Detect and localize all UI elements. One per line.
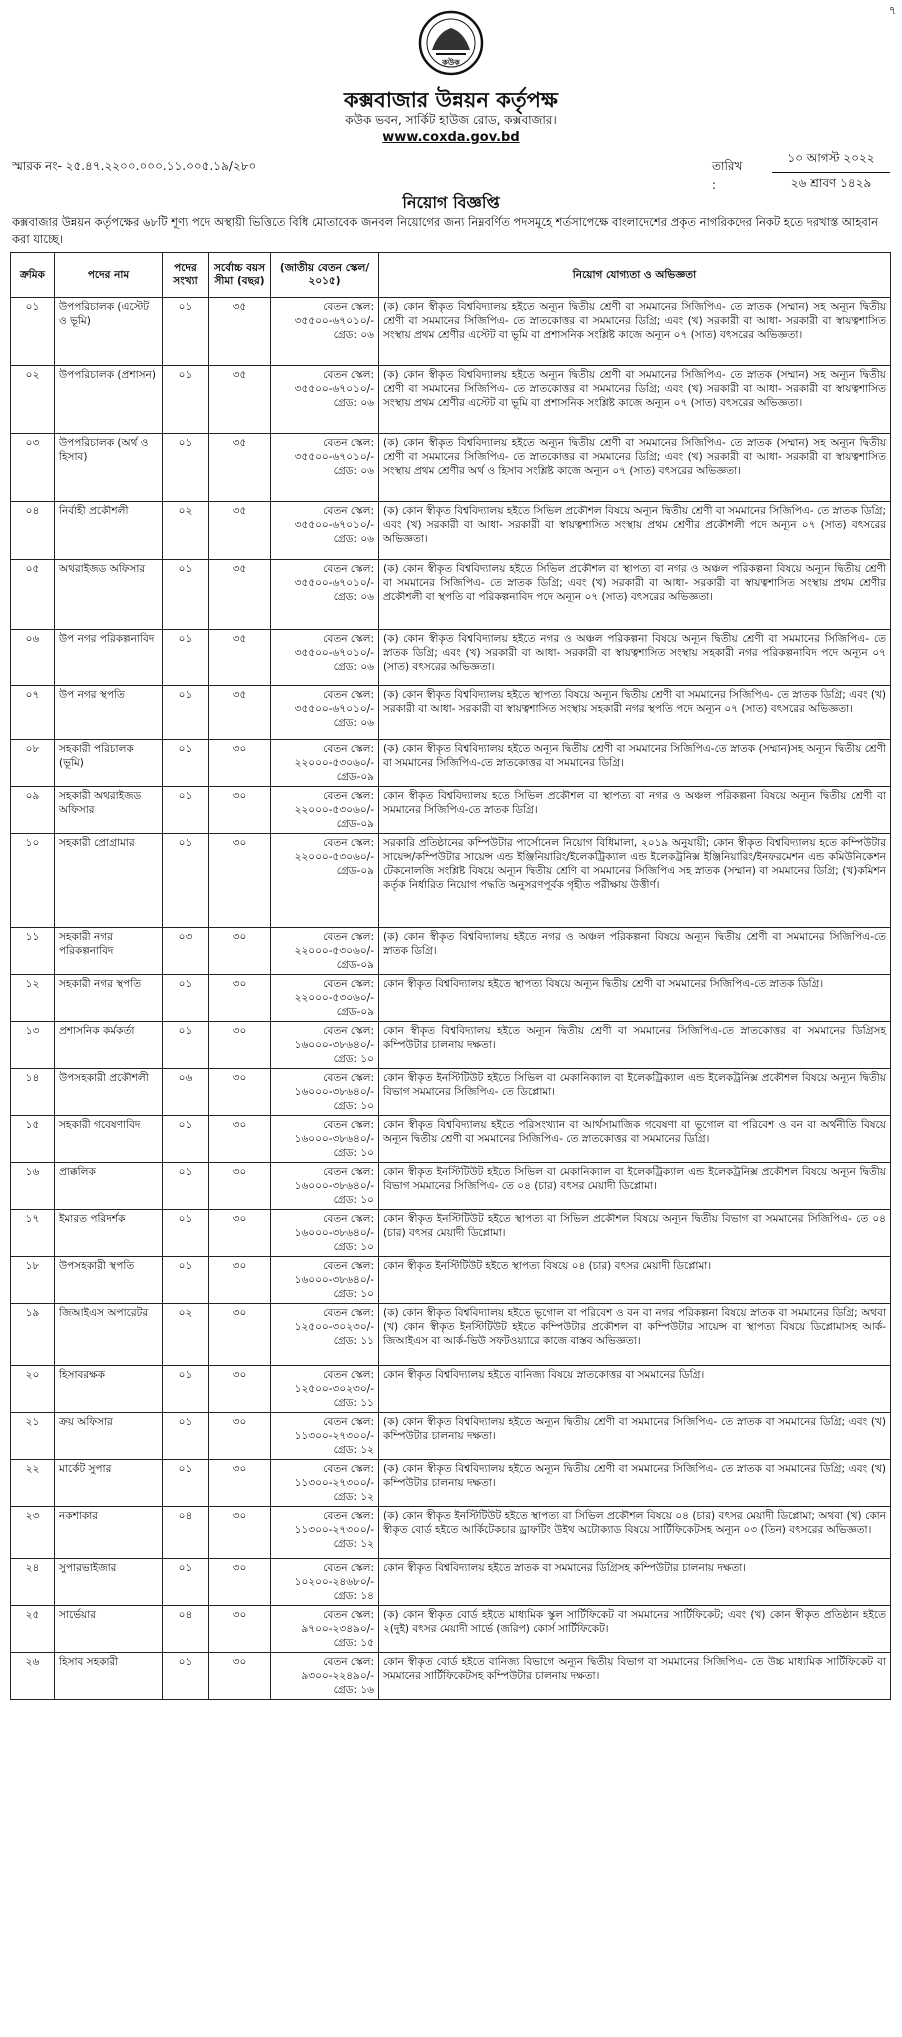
post-count-cell: ০১ <box>163 1163 209 1210</box>
pay-scale-scale2: ২২০০০-৫৩০৬০/- <box>294 804 374 816</box>
pay-scale-scale2: ১২৫০০-৩০২৩০/- <box>294 1321 374 1333</box>
table-row <box>11 1366 891 1413</box>
pay-scale-scale: বেতন স্কেল: <box>323 1025 374 1037</box>
table-row <box>11 1116 891 1163</box>
pay-scale-grade: গ্রেড: ১২ <box>333 1538 374 1550</box>
post-name-cell: সহকারী প্রোগ্রামার <box>55 834 163 928</box>
serial-cell: ১৮ <box>11 1257 55 1304</box>
vacancy-table <box>10 252 891 1700</box>
notice-intro: কক্সবাজার উন্নয়ন কর্তৃপক্ষের ৬৮টি শূণ্য পদে অস্থায়ী ভিত্তিতে বিধি মোতাবেক জনবল নিয়োগের জন্য নিম্নবর্ণিত পদসমূহে শর্তসাপেক্ষে বাংলাদেশের প্রকৃত নাগরিকদের নিকট হতে দরখাস্ত আহবান করা যাচ্ছে। <box>12 215 878 246</box>
qualification-cell: (ক) কোন স্বীকৃত বিশ্ববিদ্যালয় হইতে অন্যূন দ্বিতীয় শ্রেণী বা সমমানের সিজিপিএ- তে স্নাতক (সম্মান) সহ অন্যূন দ্বিতীয় শ্রেণী বা সমমানের সিজিপিএ- তে স্নাতকোত্তর বা সমমানের ডিগ্রি; এবং (খ) সরকারী বা আধা- সরকারী বা স্বায়ত্বশাসিত সংস্থায় প্রথম শ্রেণীর অর্থ ও হিসাব সংশ্লিষ্ট কাজে অন্যূন ০৭ (সাত) বৎসরের অভিজ্ঞতা। <box>379 434 891 502</box>
date-bangla: ২৬ শ্রাবণ ১৪২৯ <box>790 176 872 190</box>
pay-scale-cell <box>271 686 379 740</box>
pay-scale-grade: গ্রেড: ১৫ <box>333 1637 374 1649</box>
serial-cell: ১১ <box>11 928 55 975</box>
table-row <box>11 1559 891 1606</box>
pay-scale-scale: বেতন স্কেল: <box>323 1119 374 1131</box>
pay-scale-scale2: ২২০০০-৫৩০৬০/- <box>294 851 374 863</box>
table-row <box>11 975 891 1022</box>
pay-scale-cell <box>271 1163 379 1210</box>
post-name-cell: উপসহকারী স্থপতি <box>55 1257 163 1304</box>
header-serial: ক্রমিক <box>11 253 55 298</box>
table-row <box>11 686 891 740</box>
serial-cell: ২৫ <box>11 1606 55 1653</box>
post-name-cell: উপপরিচালক (অর্থ ও হিসাব) <box>55 434 163 502</box>
pay-scale-grade: গ্রেড: ১৪ <box>333 1590 374 1602</box>
qualification-cell: (ক) কোন স্বীকৃত বিশ্ববিদ্যালয় হইতে সিভিল প্রকৌশল বিষয়ে অন্যূন দ্বিতীয় শ্রেণী বা সমমানের সিজিপিএ- তে স্নাতক ডিগ্রি; এবং (খ) সরকারী বা আধা- সরকারী বা স্বায়ত্বশাসিত সংস্থায় প্রথম শ্রেণীর প্রকৌশলী পদে অন্যূন ০৭ (সাত) বৎসরের অভিজ্ঞতা। <box>379 502 891 560</box>
table-header-row <box>11 253 891 298</box>
pay-scale-cell <box>271 1022 379 1069</box>
max-age-cell: ৩০ <box>209 1653 271 1700</box>
post-count-cell: ০১ <box>163 1366 209 1413</box>
pay-scale-cell <box>271 975 379 1022</box>
pay-scale-scale2: ১১৩০০-২৭৩০০/- <box>294 1430 374 1442</box>
qualification-cell: কোন স্বীকৃত বোর্ড হইতে বানিজ্য বিভাগে অন্যূন দ্বিতীয় বিভাগ বা সমমানের সিজিপিএ- তে উচ্চ মাধ্যমিক সার্টিফিকেট বা সমমানের সার্টিফিকেটসহ কম্পিউটার চালনায় দক্ষতা। <box>379 1653 891 1700</box>
date-label: তারিখ : <box>712 159 743 192</box>
pay-scale-cell <box>271 1507 379 1559</box>
post-count-cell: ০৩ <box>163 928 209 975</box>
post-name-cell: সার্ভেয়ার <box>55 1606 163 1653</box>
serial-cell: ১৬ <box>11 1163 55 1210</box>
pay-scale-scale: বেতন স্কেল: <box>323 1213 374 1225</box>
max-age-cell: ৩০ <box>209 1304 271 1366</box>
pay-scale-scale2: ৩৫৫০০-৬৭০১০/- <box>294 315 374 327</box>
max-age-cell: ৩০ <box>209 1069 271 1116</box>
post-name-cell: প্রশাসনিক কর্মকর্তা <box>55 1022 163 1069</box>
serial-cell: ০২ <box>11 366 55 434</box>
pay-scale-scale2: ৯৭০০-২৩৪৯০/- <box>301 1623 374 1635</box>
table-row <box>11 1606 891 1653</box>
pay-scale-scale: বেতন স্কেল: <box>323 369 374 381</box>
pay-scale-cell <box>271 298 379 366</box>
serial-cell: ০৮ <box>11 740 55 787</box>
qualification-cell: কোন স্বীকৃত ইনস্টিটিউট হইতে সিভিল বা মেকানিক্যাল বা ইলেকট্রিক্যাল এন্ড ইলেকট্রনিক্স প্রকৌশল বিষয়ে অন্যূন দ্বিতীয় বিভাগ সমমানের সিজিপিএ- তে ০৪ (চার) বৎসর মেয়াদী ডিপ্লোমা। <box>379 1163 891 1210</box>
pay-scale-grade: গ্রেড: ০৬ <box>333 465 374 477</box>
post-name-cell: সহকারী অথরাইজড অফিসার <box>55 787 163 834</box>
serial-cell: ১৫ <box>11 1116 55 1163</box>
post-name-cell: অথরাইজড অফিসার <box>55 560 163 630</box>
max-age-cell: ৩০ <box>209 1366 271 1413</box>
max-age-cell: ৩৫ <box>209 630 271 686</box>
max-age-cell: ৩০ <box>209 834 271 928</box>
pay-scale-scale2: ১৬০০০-৩৮৬৪০/- <box>294 1274 374 1286</box>
header-max-age: সর্বোচ্চ বয়স সীমা (বছর) <box>209 253 271 298</box>
post-name-cell: সহকারী নগর পরিকল্পনাবিদ <box>55 928 163 975</box>
max-age-cell: ৩০ <box>209 1163 271 1210</box>
serial-cell: ০১ <box>11 298 55 366</box>
max-age-cell: ৩০ <box>209 1257 271 1304</box>
post-count-cell: ০১ <box>163 630 209 686</box>
page-mark: ৭ <box>888 4 896 17</box>
pay-scale-grade: গ্রেড-০৯ <box>336 771 374 783</box>
post-count-cell: ০১ <box>163 686 209 740</box>
qualification-cell: (ক) কোন স্বীকৃত ইনস্টিটিউট হইতে স্থাপত্য বা সিভিল প্রকৌশল বিষয়ে ০৪ (চার) বৎসর মেয়াদী ডিপ্লোমা; অথবা (খ) কোন স্বীকৃত বোর্ড হইতে আর্কিটেকচার ড্রাফটিং উইথ অটোক্যাড বিষয়ে সার্টিফিকেটসহ অন্যূন ০৩ (তিন) বৎসরের অভিজ্ঞতা। <box>379 1507 891 1559</box>
max-age-cell: ৩০ <box>209 975 271 1022</box>
table-row <box>11 630 891 686</box>
pay-scale-grade: গ্রেড: ১০ <box>333 1194 374 1206</box>
qualification-cell: (ক) কোন স্বীকৃত বিশ্ববিদ্যালয় হইতে ভূগোল বা পরিবেশ ও বন বা নগর পরিকল্পনা বিষয়ে স্নাতক বা সমমানের ডিগ্রি; অথবা (খ) কোন স্বীকৃত ইনস্টিটিউট হইতে কম্পিউটার প্রকৌশল বা কম্পিউটার সায়েন্স বা স্থাপত্য বিষয়ে ডিপ্লোমাসহ আর্ক- জিআইএস বা আর্ক-ভিউ সফটওয়্যারে কাজে বাস্তব অভিজ্ঞতা। <box>379 1304 891 1366</box>
vacancy-table-body <box>11 298 891 1700</box>
header-qualification: নিয়োগ যোগ্যতা ও অভিজ্ঞতা <box>379 253 891 298</box>
pay-scale-scale2: ১৬০০০-৩৮৬৪০/- <box>294 1133 374 1145</box>
pay-scale-cell <box>271 1304 379 1366</box>
organization-address: কউক ভবন, সার্কিট হাউজ রোড, কক্সবাজার। <box>345 113 557 127</box>
post-count-cell: ০১ <box>163 434 209 502</box>
pay-scale-scale: বেতন স্কেল: <box>323 1609 374 1621</box>
post-count-cell: ০১ <box>163 1022 209 1069</box>
pay-scale-scale: বেতন স্কেল: <box>323 1072 374 1084</box>
pay-scale-scale: বেতন স্কেল: <box>323 1463 374 1475</box>
max-age-cell: ৩০ <box>209 1116 271 1163</box>
qualification-cell: (ক) কোন স্বীকৃত বিশ্ববিদ্যালয় হইতে অন্যূন দ্বিতীয় শ্রেণী বা সমমানের সিজিপিএ- তে স্নাতক বা সমমানের ডিগ্রি; এবং (খ) কম্পিউটার চালনায় দক্ষতা। <box>379 1413 891 1460</box>
serial-cell: ০৬ <box>11 630 55 686</box>
table-row <box>11 787 891 834</box>
serial-cell: ২৪ <box>11 1559 55 1606</box>
pay-scale-scale: বেতন স্কেল: <box>323 301 374 313</box>
pay-scale-grade: গ্রেড: ০৬ <box>333 397 374 409</box>
pay-scale-cell <box>271 928 379 975</box>
header-pay-scale: (জাতীয় বেতন স্কেল/২০১৫) <box>271 253 379 298</box>
logo-text: কউক <box>442 58 460 67</box>
pay-scale-cell <box>271 366 379 434</box>
post-count-cell: ০৬ <box>163 1069 209 1116</box>
pay-scale-grade: গ্রেড: ১০ <box>333 1100 374 1112</box>
qualification-cell: কোন স্বীকৃত বিশ্ববিদ্যালয় হইতে অন্যূন দ্বিতীয় শ্রেণী বা সমমানের সিজিপিএ-তে স্নাতকোত্তর বা সমমানের ডিগ্রিসহ কম্পিউটার চালনায় দক্ষতা। <box>379 1022 891 1069</box>
header-post-count: পদের সংখ্যা <box>163 253 209 298</box>
pay-scale-grade: গ্রেড: ০৬ <box>333 661 374 673</box>
max-age-cell: ৩০ <box>209 1559 271 1606</box>
pay-scale-cell <box>271 834 379 928</box>
max-age-cell: ৩৫ <box>209 434 271 502</box>
pay-scale-cell <box>271 1606 379 1653</box>
pay-scale-grade: গ্রেড: ০৬ <box>333 533 374 545</box>
post-count-cell: ০৪ <box>163 1507 209 1559</box>
qualification-cell: সরকারি প্রতিষ্ঠানের কম্পিউটার পার্সোনেল নিয়োগ বিধিমালা, ২০১৯ অনুযায়ী; কোন স্বীকৃত বিশ্ববিদ্যালয় হতে কম্পিউটার সায়েন্স/কম্পিউটার সায়েন্স এন্ড ইঞ্জিনিয়ারিং/ইলেকট্রিক্যাল এন্ড ইলেকট্রনিক্স ইঞ্জিনিয়ারিং/ইনফরমেশন এন্ড কমিউনিকেশন টেকনোলজি সংশ্লিষ্ট বিষয়ে অন্যূন দ্বিতীয় শ্রেণি বা সমমানের সিজিপিএ সহ স্নাতক (সম্মান) বা সমমানের ডিগ্রি; (খ)কমিশন কর্তৃক নির্ধারিত নিয়োগ পদ্ধতি অনুসরণপূর্বক গৃহীত পরীক্ষায় উত্তীর্ণ। <box>379 834 891 928</box>
pay-scale-grade: গ্রেড: ১১ <box>333 1397 374 1409</box>
serial-cell: ২৩ <box>11 1507 55 1559</box>
pay-scale-grade: গ্রেড-০৯ <box>336 959 374 971</box>
memo-number: স্মারক নং- ২৫.৪৭.২২০০.০০০.১১.০০৫.১৯/২৮০ <box>12 159 257 173</box>
qualification-cell: (ক) কোন স্বীকৃত বিশ্ববিদ্যালয় হইতে অন্যূন দ্বিতীয় শ্রেণী বা সমমানের সিজিপিএ- তে স্নাতক (সম্মান) সহ অন্যূন দ্বিতীয় শ্রেণী বা সমমানের সিজিপিএ- তে স্নাতকোত্তর বা সমমানের ডিগ্রি; এবং (খ) সরকারী বা আধা- সরকারী বা স্বায়ত্বশাসিত সংস্থায় প্রথম শ্রেণীর এস্টেট বা ভূমি বা প্রশাসনিক সংশ্লিষ্ট কাজে অন্যূন ০৭ (সাত) বৎসরের অভিজ্ঞতা। <box>379 298 891 366</box>
post-name-cell: সহকারী পরিচালক (ভূমি) <box>55 740 163 787</box>
pay-scale-cell <box>271 1069 379 1116</box>
pay-scale-grade: গ্রেড: ১৬ <box>333 1684 374 1696</box>
qualification-cell: কোন স্বীকৃত ইনস্টিটিউট হইতে স্থাপত্য বা সিভিল প্রকৌশল বিষয়ে অন্যূন দ্বিতীয় বিভাগ বা সমমানের সিজিপিএ- তে ০৪ (চার) বৎসর মেয়াদী ডিপ্লোমা। <box>379 1210 891 1257</box>
qualification-cell: কোন স্বীকৃত বিশ্ববিদ্যালয় হইতে স্থাপত্য বিষয়ে অন্যূন দ্বিতীয় শ্রেণী বা সমমানের সিজিপিএ-তে স্নাতক ডিগ্রি। <box>379 975 891 1022</box>
max-age-cell: ৩০ <box>209 740 271 787</box>
organization-name: কক্সবাজার উন্নয়ন কর্তৃপক্ষ <box>344 88 558 112</box>
max-age-cell: ৩৫ <box>209 366 271 434</box>
post-count-cell: ০১ <box>163 1460 209 1507</box>
serial-cell: ২৬ <box>11 1653 55 1700</box>
qualification-cell: (ক) কোন স্বীকৃত বিশ্ববিদ্যালয় হইতে অন্যূন দ্বিতীয় শ্রেণী বা সমমানের সিজিপিএ- তে স্নাতক বা সমমানের ডিগ্রি; এবং (খ) কম্পিউটার চালনায় দক্ষতা। <box>379 1460 891 1507</box>
post-count-cell: ০১ <box>163 366 209 434</box>
post-name-cell: ক্রয় অফিসার <box>55 1413 163 1460</box>
serial-cell: ০৭ <box>11 686 55 740</box>
max-age-cell: ৩০ <box>209 1210 271 1257</box>
authority-logo <box>418 10 484 76</box>
pay-scale-scale2: ২২০০০-৫৩০৬০/- <box>294 757 374 769</box>
table-row <box>11 1069 891 1116</box>
notice-title: নিয়োগ বিজ্ঞপ্তি <box>402 193 500 212</box>
pay-scale-grade: গ্রেড: ১০ <box>333 1241 374 1253</box>
table-row <box>11 560 891 630</box>
pay-scale-grade: গ্রেড: ০৬ <box>333 329 374 341</box>
post-count-cell: ০১ <box>163 1653 209 1700</box>
serial-cell: ১০ <box>11 834 55 928</box>
max-age-cell: ৩৫ <box>209 560 271 630</box>
pay-scale-scale2: ১৬০০০-৩৮৬৪০/- <box>294 1227 374 1239</box>
pay-scale-scale2: ১২৫০০-৩০২৩০/- <box>294 1383 374 1395</box>
pay-scale-scale2: ১৬০০০-৩৮৬৪০/- <box>294 1039 374 1051</box>
post-name-cell: সুপারভাইজার <box>55 1559 163 1606</box>
serial-cell: ২০ <box>11 1366 55 1413</box>
max-age-cell: ৩৫ <box>209 686 271 740</box>
pay-scale-cell <box>271 560 379 630</box>
max-age-cell: ৩০ <box>209 1606 271 1653</box>
pay-scale-grade: গ্রেড: ১০ <box>333 1147 374 1159</box>
table-row <box>11 434 891 502</box>
pay-scale-grade: গ্রেড: ১১ <box>333 1335 374 1347</box>
max-age-cell: ৩০ <box>209 928 271 975</box>
post-count-cell: ০২ <box>163 1304 209 1366</box>
post-name-cell: নির্বাহী প্রকৌশলী <box>55 502 163 560</box>
pay-scale-scale2: ১১৩০০-২৭৩০০/- <box>294 1477 374 1489</box>
pay-scale-scale: বেতন স্কেল: <box>323 689 374 701</box>
pay-scale-scale: বেতন স্কেল: <box>323 505 374 517</box>
pay-scale-cell <box>271 1366 379 1413</box>
pay-scale-scale: বেতন স্কেল: <box>323 1562 374 1574</box>
qualification-cell: কোন স্বীকৃত ইনস্টিটিউট হইতে সিভিল বা মেকানিক্যাল বা ইলেকট্রিক্যাল এন্ড ইলেকট্রনিক্স প্রকৌশল বিষয়ে অন্যূন দ্বিতীয় বিভাগ সমমানের সিজিপিএ- তে ডিপ্লোমা। <box>379 1069 891 1116</box>
serial-cell: ১৯ <box>11 1304 55 1366</box>
table-row <box>11 1210 891 1257</box>
pay-scale-cell <box>271 740 379 787</box>
pay-scale-cell <box>271 1460 379 1507</box>
table-row <box>11 502 891 560</box>
pay-scale-cell <box>271 1210 379 1257</box>
pay-scale-scale: বেতন স্কেল: <box>323 790 374 802</box>
post-count-cell: ০১ <box>163 1559 209 1606</box>
table-row <box>11 366 891 434</box>
header-post-name: পদের নাম <box>55 253 163 298</box>
pay-scale-scale2: ১১৩০০-২৭৩০০/- <box>294 1524 374 1536</box>
pay-scale-grade: গ্রেড: ১০ <box>333 1053 374 1065</box>
post-name-cell: প্রাক্কলিক <box>55 1163 163 1210</box>
post-count-cell: ০১ <box>163 1210 209 1257</box>
pay-scale-scale: বেতন স্কেল: <box>323 437 374 449</box>
pay-scale-scale: বেতন স্কেল: <box>323 1307 374 1319</box>
table-row <box>11 298 891 366</box>
pay-scale-scale2: ৯৩০০-২২৪৯০/- <box>301 1670 374 1682</box>
pay-scale-cell <box>271 1413 379 1460</box>
qualification-cell: কোন স্বীকৃত বিশ্ববিদ্যালয় হইতে বানিজ্য বিষয়ে স্নাতকোত্তর বা সমমানের ডিগ্রি। <box>379 1366 891 1413</box>
max-age-cell: ৩০ <box>209 1022 271 1069</box>
max-age-cell: ৩৫ <box>209 502 271 560</box>
post-count-cell: ০১ <box>163 1257 209 1304</box>
pay-scale-grade: গ্রেড: ০৬ <box>333 717 374 729</box>
post-count-cell: ০১ <box>163 298 209 366</box>
pay-scale-scale: বেতন স্কেল: <box>323 1510 374 1522</box>
pay-scale-scale2: ২২০০০-৫৩০৬০/- <box>294 945 374 957</box>
max-age-cell: ৩৫ <box>209 298 271 366</box>
post-count-cell: ০১ <box>163 975 209 1022</box>
serial-cell: ০৫ <box>11 560 55 630</box>
pay-scale-cell <box>271 630 379 686</box>
post-name-cell: উপপরিচালক (প্রশাসন) <box>55 366 163 434</box>
max-age-cell: ৩০ <box>209 1507 271 1559</box>
serial-cell: ১৭ <box>11 1210 55 1257</box>
pay-scale-grade: গ্রেড: ১২ <box>333 1444 374 1456</box>
post-name-cell: উপসহকারী প্রকৌশলী <box>55 1069 163 1116</box>
qualification-cell: কোন স্বীকৃত বিশ্ববিদ্যালয় হতে সিভিল প্রকৌশল বা স্থাপত্য বা নগর ও অঞ্চল পরিকল্পনা বিষয়ে অন্যূন দ্বিতীয় শ্রেণী বা সমমানের সিজিপিএ-তে স্নাতক ডিগ্রি। <box>379 787 891 834</box>
post-count-cell: ০১ <box>163 834 209 928</box>
pay-scale-scale2: ২২০০০-৫৩০৬০/- <box>294 992 374 1004</box>
table-row <box>11 834 891 928</box>
table-row <box>11 928 891 975</box>
website-link[interactable]: www.coxda.gov.bd <box>382 130 520 145</box>
pay-scale-cell <box>271 502 379 560</box>
serial-cell: ১৩ <box>11 1022 55 1069</box>
qualification-cell: কোন স্বীকৃত ইনস্টিটিউট হইতে স্থাপত্য বিষয়ে ০৪ (চার) বৎসর মেয়াদী ডিপ্লোমা। <box>379 1257 891 1304</box>
qualification-cell: (ক) কোন স্বীকৃত বিশ্ববিদ্যালয় হইতে স্থাপত্য বিষয়ে অন্যূন দ্বিতীয় শ্রেণী বা সমমানের সিজিপিএ- তে স্নাতক ডিগ্রি; এবং (খ) সরকারী বা আধা- সরকারী বা স্বায়ত্বশাসিত সংস্থায় সহকারী নগর স্থপতি পদে অন্যূন ০৭ (সাত) বৎসরের অভিজ্ঞতা। <box>379 686 891 740</box>
post-count-cell: ০২ <box>163 502 209 560</box>
pay-scale-scale2: ৩৫৫০০-৬৭০১০/- <box>294 519 374 531</box>
serial-cell: ০৪ <box>11 502 55 560</box>
pay-scale-scale: বেতন স্কেল: <box>323 931 374 943</box>
pay-scale-scale2: ১০২০০-২৪৬৮০/- <box>294 1576 374 1588</box>
qualification-cell: (ক) কোন স্বীকৃত বিশ্ববিদ্যালয় হইতে অন্যূন দ্বিতীয় শ্রেণী বা সমমানের সিজিপিএ-তে স্নাতক (সম্মান)সহ অন্যূন দ্বিতীয় শ্রেণী বা সমমানের সিজিপিএ-তে স্নাতকোত্তর বা সমমানের ডিগ্রি। <box>379 740 891 787</box>
pay-scale-cell <box>271 434 379 502</box>
pay-scale-cell <box>271 1559 379 1606</box>
pay-scale-cell <box>271 787 379 834</box>
qualification-cell: (ক) কোন স্বীকৃত বিশ্ববিদ্যালয় হইতে নগর ও অঞ্চল পরিকল্পনা বিষয়ে অন্যূন দ্বিতীয় শ্রেণী বা সমমানের সিজিপিএ- তে স্নাতক ডিগ্রি; এবং (খ) সরকারী বা আধা- সরকারী বা স্বায়ত্বশাসিত সংস্থায় সহকারী নগর পরিকল্পনাবিদ পদে অন্যূন ০৭ (সাত) বৎসরের অভিজ্ঞতা। <box>379 630 891 686</box>
table-row <box>11 1257 891 1304</box>
post-name-cell: মার্কেট সুপার <box>55 1460 163 1507</box>
post-name-cell: সহকারী নগর স্থপতি <box>55 975 163 1022</box>
post-count-cell: ০১ <box>163 1413 209 1460</box>
post-name-cell: উপ নগর স্থপতি <box>55 686 163 740</box>
max-age-cell: ৩০ <box>209 1460 271 1507</box>
pay-scale-cell <box>271 1653 379 1700</box>
serial-cell: ১৪ <box>11 1069 55 1116</box>
pay-scale-scale2: ১৬০০০-৩৮৬৪০/- <box>294 1086 374 1098</box>
post-name-cell: উপপরিচালক (এস্টেট ও ভূমি) <box>55 298 163 366</box>
post-count-cell: ০১ <box>163 740 209 787</box>
pay-scale-scale2: ৩৫৫০০-৬৭০১০/- <box>294 577 374 589</box>
table-row <box>11 1413 891 1460</box>
pay-scale-scale: বেতন স্কেল: <box>323 1369 374 1381</box>
pay-scale-scale: বেতন স্কেল: <box>323 1260 374 1272</box>
post-count-cell: ০১ <box>163 560 209 630</box>
pay-scale-cell <box>271 1257 379 1304</box>
pay-scale-scale: বেতন স্কেল: <box>323 563 374 575</box>
post-name-cell: হিসাবরক্ষক <box>55 1366 163 1413</box>
pay-scale-grade: গ্রেড: ১০ <box>333 1288 374 1300</box>
pay-scale-grade: গ্রেড: ১২ <box>333 1491 374 1503</box>
pay-scale-scale: বেতন স্কেল: <box>323 837 374 849</box>
post-name-cell: সহকারী গবেষণাবিদ <box>55 1116 163 1163</box>
pay-scale-scale: বেতন স্কেল: <box>323 1416 374 1428</box>
post-name-cell: নকশাকার <box>55 1507 163 1559</box>
post-count-cell: ০৪ <box>163 1606 209 1653</box>
qualification-cell: কোন স্বীকৃত বিশ্ববিদ্যালয় হইতে স্নাতক বা সমমানের ডিগ্রিসহ কম্পিউটার চালনায় দক্ষতা। <box>379 1559 891 1606</box>
post-name-cell: ইমারত পরিদর্শক <box>55 1210 163 1257</box>
serial-cell: ১২ <box>11 975 55 1022</box>
pay-scale-grade: গ্রেড-০৯ <box>336 1006 374 1018</box>
date-gregorian: ১০ আগস্ট ২০২২ <box>772 150 890 173</box>
pay-scale-scale: বেতন স্কেল: <box>323 1166 374 1178</box>
post-count-cell: ০১ <box>163 787 209 834</box>
pay-scale-scale2: ৩৫৫০০-৬৭০১০/- <box>294 383 374 395</box>
serial-cell: ২১ <box>11 1413 55 1460</box>
serial-cell: ২২ <box>11 1460 55 1507</box>
max-age-cell: ৩০ <box>209 1413 271 1460</box>
pay-scale-cell <box>271 1116 379 1163</box>
serial-cell: ০৩ <box>11 434 55 502</box>
pay-scale-scale: বেতন স্কেল: <box>323 743 374 755</box>
max-age-cell: ৩০ <box>209 787 271 834</box>
post-name-cell: উপ নগর পরিকল্পনাবিদ <box>55 630 163 686</box>
table-row <box>11 1304 891 1366</box>
pay-scale-grade: গ্রেড-০৯ <box>336 865 374 877</box>
qualification-cell: কোন স্বীকৃত বিশ্ববিদ্যালয় হইতে পরিসংখ্যান বা আর্থসামাজিক গবেষণা বা ভূগোল বা পরিবেশ ও বন বা অর্থনীতি বিষয়ে অন্যূন দ্বিতীয় শ্রেণী বা সমমানের সিজিপিএ- তে স্নাতকোত্তর বা সমমানের ডিগ্রি। <box>379 1116 891 1163</box>
qualification-cell: (ক) কোন স্বীকৃত বিশ্ববিদ্যালয় হইতে নগর ও অঞ্চল পরিকল্পনা বিষয়ে অন্যূন দ্বিতীয় শ্রেণী বা সমমানের সিজিপিএ-তে স্নাতক ডিগ্রি। <box>379 928 891 975</box>
pay-scale-scale2: ৩৫৫০০-৬৭০১০/- <box>294 703 374 715</box>
post-name-cell: জিআইএস অপারেটর <box>55 1304 163 1366</box>
table-row <box>11 740 891 787</box>
pay-scale-scale2: ৩৫৫০০-৬৭০১০/- <box>294 647 374 659</box>
pay-scale-scale: বেতন স্কেল: <box>323 633 374 645</box>
qualification-cell: (ক) কোন স্বীকৃত বিশ্ববিদ্যালয় হইতে অন্যূন দ্বিতীয় শ্রেণী বা সমমানের সিজিপিএ- তে স্নাতক (সম্মান) সহ অন্যূন দ্বিতীয় শ্রেণী বা সমমানের সিজিপিএ- তে স্নাতকোত্তর বা সমমানের ডিগ্রি; এবং (খ) সরকারী বা আধা- সরকারী বা স্বায়ত্বশাসিত সংস্থায় প্রথম শ্রেণীর এস্টেট বা ভূমি বা প্রশাসনিক সংশ্লিষ্ট কাজে অন্যূন ০৭ (সাত) বৎসরের অভিজ্ঞতা। <box>379 366 891 434</box>
pay-scale-scale: বেতন স্কেল: <box>323 978 374 990</box>
table-row <box>11 1460 891 1507</box>
table-row <box>11 1507 891 1559</box>
pay-scale-grade: গ্রেড: ০৬ <box>333 591 374 603</box>
table-row <box>11 1163 891 1210</box>
pay-scale-grade: গ্রেড-০৯ <box>336 818 374 830</box>
pay-scale-scale2: ৩৫৫০০-৬৭০১০/- <box>294 451 374 463</box>
post-name-cell: হিসাব সহকারী <box>55 1653 163 1700</box>
qualification-cell: (ক) কোন স্বীকৃত বোর্ড হইতে মাধ্যমিক স্কুল সার্টিফিকেট বা সমমানের সার্টিফিকেট; এবং (খ) কোন স্বীকৃত প্রতিষ্ঠান হইতে ২(দুই) বৎসর মেয়াদী সার্ভে (জরিপ) কোর্স সার্টিফিকেট। <box>379 1606 891 1653</box>
table-row <box>11 1022 891 1069</box>
pay-scale-scale2: ১৬০০০-৩৮৬৪০/- <box>294 1180 374 1192</box>
qualification-cell: (ক) কোন স্বীকৃত বিশ্ববিদ্যালয় হইতে সিভিল প্রকৌশল বা স্থাপত্য বা নগর ও অঞ্চল পরিকল্পনা বিষয়ে অন্যূন দ্বিতীয় শ্রেণী বা সমমানের সিজিপিএ- তে স্নাতক ডিগ্রি; এবং (খ) সরকারী বা আধা- সরকারী বা স্বায়ত্বশাসিত সংস্থায় প্রথম শ্রেণীর প্রকৌশলী বা স্থপতি বা পরিকল্পনাবিদ পদে অন্যূন ০৭ (সাত) বৎসরের অভিজ্ঞতা। <box>379 560 891 630</box>
serial-cell: ০৯ <box>11 787 55 834</box>
pay-scale-scale: বেতন স্কেল: <box>323 1656 374 1668</box>
post-count-cell: ০১ <box>163 1116 209 1163</box>
table-row <box>11 1653 891 1700</box>
